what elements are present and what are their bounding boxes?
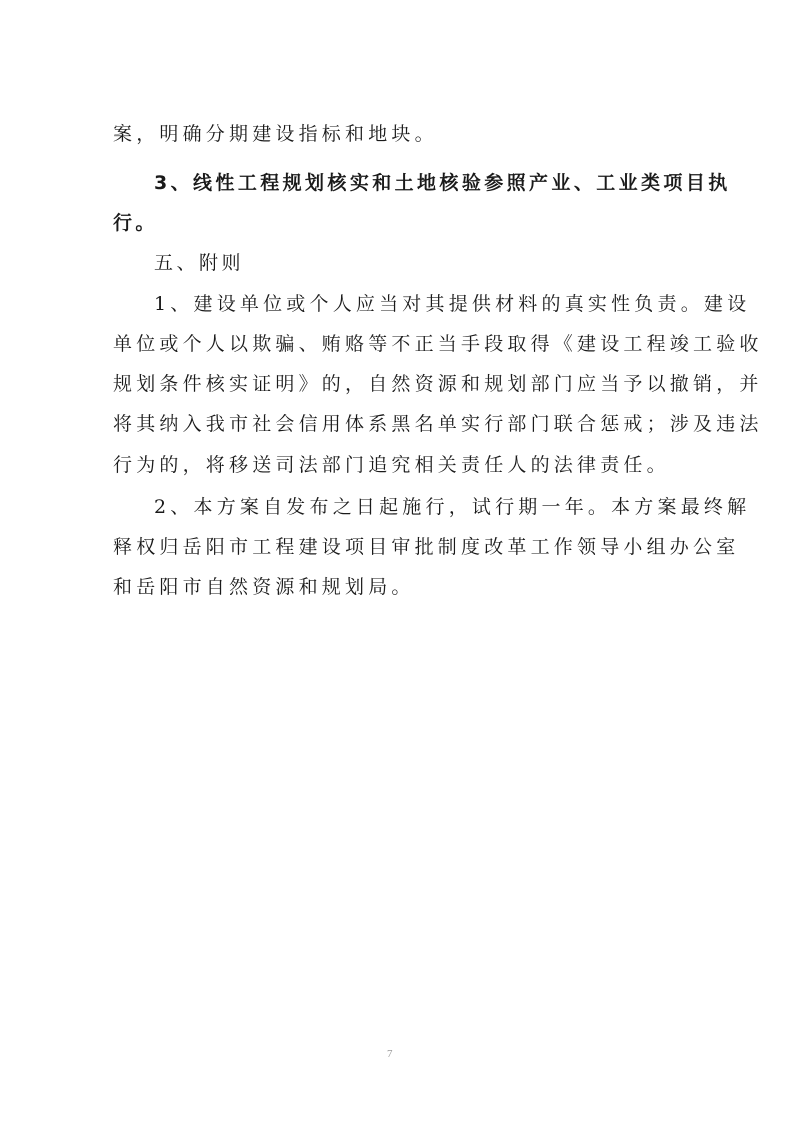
paragraph-line-8: 行为的，将移送司法部门追究相关责任人的法律责任。 xyxy=(113,454,670,476)
paragraph-line-9: 2、本方案自发布之日起施行，试行期一年。本方案最终解 xyxy=(154,496,751,518)
paragraph-line-7: 将其纳入我市社会信用体系黑名单实行部门联合惩戒；涉及违法 xyxy=(113,413,763,435)
page-number: 7 xyxy=(387,1048,393,1060)
paragraph-line-2: 3、线性工程规划核实和土地核验参照产业、工业类项目执 xyxy=(154,172,731,194)
section-heading: 五、附则 xyxy=(154,252,245,274)
paragraph-line-5: 单位或个人以欺骗、贿赂等不正当手段取得《建设工程竣工验收 xyxy=(113,333,763,355)
paragraph-line-10: 释权归岳阳市工程建设项目审批制度改革工作领导小组办公室 xyxy=(113,536,740,558)
paragraph-line-4: 1、建设单位或个人应当对其提供材料的真实性负责。建设 xyxy=(154,293,751,315)
paragraph-line-6: 规划条件核实证明》的，自然资源和规划部门应当予以撤销，并 xyxy=(113,373,763,395)
paragraph-line-1: 案，明确分期建设指标和地块。 xyxy=(113,123,438,145)
paragraph-line-3: 行。 xyxy=(113,212,158,234)
paragraph-line-11: 和岳阳市自然资源和规划局。 xyxy=(113,576,415,598)
